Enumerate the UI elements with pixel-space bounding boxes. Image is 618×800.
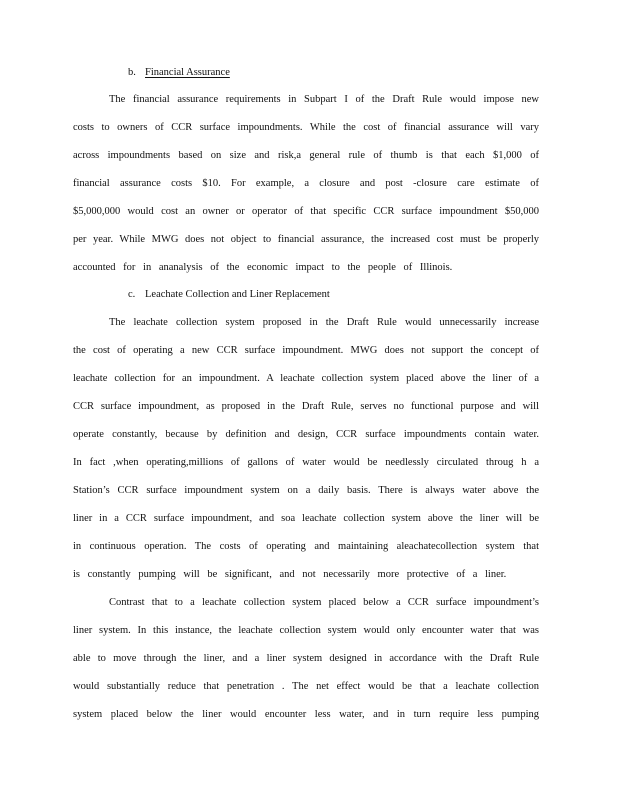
text-line: the cost of operating a new CCR surface impoundment. MWG does not support the concept of bbox=[73, 345, 539, 356]
text-line: system placed below the liner would encounter less water, and in turn require less pumping bbox=[73, 709, 539, 720]
text-line: liner system. In this instance, the leachate collection system would only encounter water that was bbox=[73, 625, 539, 636]
text-line: is constantly pumping will be significant, and not necessarily more protective of a liner. bbox=[73, 569, 507, 580]
text-line: Contrast that to a leachate collection system placed below a CCR surface impoundment’s bbox=[109, 597, 539, 608]
text-line: would substantially reduce that penetration . The net effect would be that a leachate collection bbox=[73, 681, 539, 692]
text-line: In fact ,when operating,millions of gallons of water would be needlessly circulated throug h a bbox=[73, 457, 539, 468]
section-heading-leachate-collection bbox=[128, 288, 330, 302]
section-title: Financial Assurance bbox=[145, 67, 230, 78]
section-heading-financial-assurance bbox=[128, 66, 244, 80]
paragraph-leachate-above-liner bbox=[73, 316, 539, 596]
text-line: financial assurance costs $10. For example, a closure and post -closure care estimate of bbox=[73, 178, 539, 189]
text-line: CCR surface impoundment, as proposed in the Draft Rule, serves no functional purpose and will bbox=[73, 401, 539, 412]
text-line: per year. While MWG does not object to financial assurance, the increased cost must be properly bbox=[73, 234, 539, 245]
text-line: Station’s CCR surface impoundment system on a daily basis. There is always water above the bbox=[73, 485, 539, 496]
text-line: costs to owners of CCR surface impoundments. While the cost of financial assurance will vary bbox=[73, 122, 539, 133]
text-line: liner in a CCR surface impoundment, and soa leachate collection system above the liner will be bbox=[73, 513, 539, 524]
text-line: able to move through the liner, and a liner system designed in accordance with the Draft Rule bbox=[73, 653, 539, 664]
section-marker: c. bbox=[128, 289, 136, 300]
paragraph-leachate-below-liner bbox=[73, 596, 539, 736]
text-line: across impoundments based on size and risk,a general rule of thumb is that each $1,000 of bbox=[73, 150, 539, 161]
section-title: Leachate Collection and Liner Replacement bbox=[145, 289, 330, 300]
text-line: accounted for in ananalysis of the economic impact to the people of Illinois. bbox=[73, 262, 453, 273]
text-line: in continuous operation. The costs of operating and maintaining aleachatecollection system that bbox=[73, 541, 539, 552]
text-line: The leachate collection system proposed in the Draft Rule would unnecessarily increase bbox=[109, 317, 539, 328]
text-line: operate constantly, because by definition and design, CCR surface impoundments contain water. bbox=[73, 429, 539, 440]
text-line: The financial assurance requirements in Subpart I of the Draft Rule would impose new bbox=[109, 94, 539, 105]
text-line: $5,000,000 would cost an owner or operator of that specific CCR surface impoundment $50,000 bbox=[73, 206, 539, 217]
paragraph-financial-assurance bbox=[73, 93, 539, 289]
text-line: leachate collection for an impoundment. A leachate collection system placed above the liner of a bbox=[73, 373, 539, 384]
section-marker: b. bbox=[128, 67, 136, 78]
